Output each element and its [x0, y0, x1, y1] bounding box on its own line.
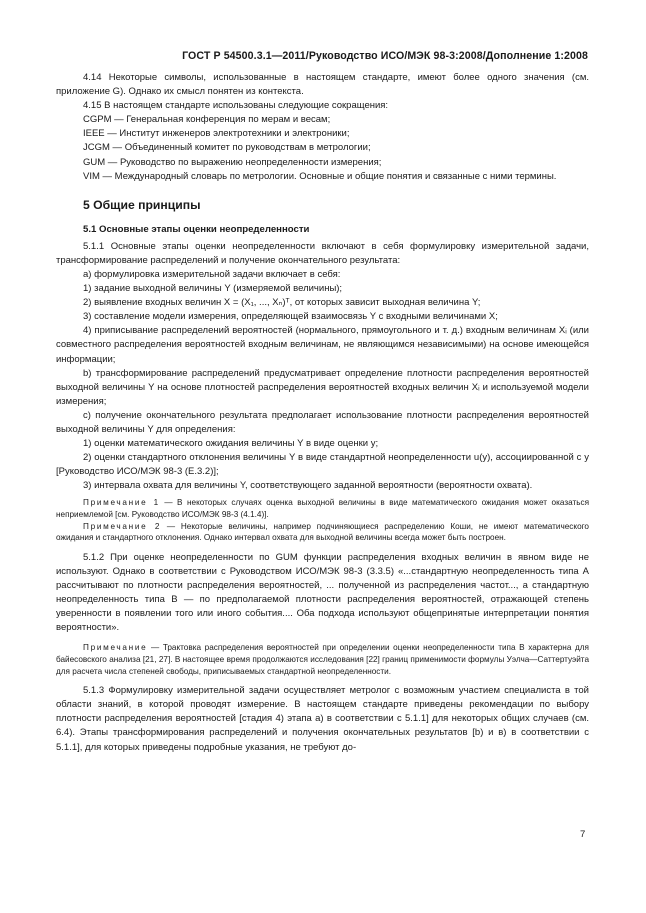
note-3: [56, 642, 589, 677]
list-item-a3: 3) составление модели измерения, определяющей взаимосвязь Y с входными величинами X;: [83, 311, 498, 323]
page-content: [56, 71, 589, 755]
section-5-heading: 5 Общие принципы: [83, 197, 201, 212]
list-item-c2: 2) оценки стандартного отклонения величины Y в виде стандартной неопределенности u(y), ассоциированной с y [Руководство ИСО/МЭК 98-3 (Е.3.2)];: [56, 452, 589, 478]
paragraph-5-1-2: 5.1.2 При оценке неопределенности по GUM функции распределения входных величин в явном виде не используют. Однако в соответствии с Руководством ИСО/МЭК 98-3 (3.3.5) «...стандартную неопределенность типа А рассчитывают по плотности распределения вероятностей, ... полученной из распределения частот..., а стандартную неопределенность типа В — по предполагаемой плотности распределения вероятностей, отражающей степень уверенности в появлении того или иного события.... Оба подхода используют общепринятые интерпретации понятия вероятности».: [56, 551, 589, 634]
note-2-label: Примечание 2: [83, 521, 162, 531]
note-3-text: — Трактовка распределения вероятностей при определении оценки неопределенности типа В характерна для байесовского анализа [21, 27]. В настоящее время продолжаются исследования [22] границ применимости формулы Уэлча—Саттертуэйта для расчета числа степеней свободы, приписываемых стандартной неопределенности.: [56, 643, 589, 676]
note-1-text: — В некоторых случаях оценка выходной величины в виде математического ожидания может оказаться неприемлемой [см. Руководство ИСО/МЭК 98-3 (4.1.4)].: [56, 498, 590, 520]
note-3-label: Примечание: [83, 643, 148, 653]
list-item-b: b) трансформирование распределений предусматривает определение плотности распределения вероятностей выходной величины Y на основе плотностей распределения вероятностей входных величин Xᵢ и используемой модели измерения;: [56, 367, 589, 407]
abbrev-cgpm: CGPM — Генеральная конференция по мерам и весам;: [83, 114, 331, 126]
paragraph-5-1-3: 5.1.3 Формулировку измерительной задачи осуществляет метролог с возможным участием специалиста в той области знаний, в которой проводят измерение. В настоящем стандарте приведены рекомендации по выбору плотности распределения вероятностей [стадия 4) этапа а) в соответствии с 5.1.1] для некоторых общих случаев (см. 6.4). Этапы трансформирования распределений и получения окончательных результатов [b) и в) в соответствии с 5.1.1], для которых приведены подробные указания, не требуют до-: [56, 685, 589, 753]
page-number: 7: [580, 829, 586, 840]
abbrev-gum: GUM — Руководство по выражению неопределенности измерения;: [83, 156, 382, 168]
paragraph-4-14: 4.14 Некоторые символы, использованные в настоящем стандарте, имеют более одного значения (см. приложение G). Однако их смысл понятен из контекста.: [56, 72, 589, 98]
note-1-label: Примечание 1: [83, 498, 160, 508]
list-item-c: с) получение окончательного результата предполагает использование плотности распределения вероятностей выходной величины Y для определения:: [56, 409, 589, 435]
note-2: [56, 521, 589, 544]
paragraph-4-15: 4.15 В настоящем стандарте использованы следующие сокращения:: [83, 100, 389, 112]
paragraph-5-1-1: 5.1.1 Основные этапы оценки неопределенности включают в себя формулировку измерительной задачи, трансформирование распределений и получение окончательного результата:: [56, 240, 589, 266]
subsection-5-1-heading: 5.1 Основные этапы оценки неопределенности: [83, 223, 310, 235]
note-1: [56, 497, 589, 520]
abbrev-ieee: IEEE — Институт инженеров электротехники и электроники;: [83, 128, 350, 140]
list-item-a4: 4) приписывание распределений вероятностей (нормального, прямоугольного и т. д.) входным величинам Xᵢ (или совместного распределения вероятностей входным величинам, не являющимся независимыми) на основе имеющейся информации;: [56, 325, 589, 365]
list-item-a: а) формулировка измерительной задачи включает в себя:: [83, 268, 341, 280]
list-item-a2: 2) выявление входных величин X = (X₁, ..., Xₙ)ᵀ, от которых зависит выходная величина Y;: [83, 297, 481, 309]
page-header: ГОСТ Р 54500.3.1—2011/Руководство ИСО/МЭК 98-3:2008/Дополнение 1:2008: [182, 50, 588, 62]
abbrev-vim: VIM — Международный словарь по метрологии. Основные и общие понятия и связанные с ними термины.: [83, 170, 557, 182]
note-2-text: — Некоторые величины, например подчиняющиеся распределению Коши, не имеют математического ожидания и стандартного отклонения. Однако интервал охвата для выходной величины всегда может быть построен.: [56, 521, 589, 543]
list-item-a1: 1) задание выходной величины Y (измеряемой величины);: [83, 283, 343, 295]
abbrev-jcgm: JCGM — Объединенный комитет по руководствам в метрологии;: [83, 142, 371, 154]
list-item-c1: 1) оценки математического ожидания величины Y в виде оценки y;: [83, 438, 379, 450]
list-item-c3: 3) интервала охвата для величины Y, соответствующего заданной вероятности (вероятности охвата).: [83, 480, 533, 492]
